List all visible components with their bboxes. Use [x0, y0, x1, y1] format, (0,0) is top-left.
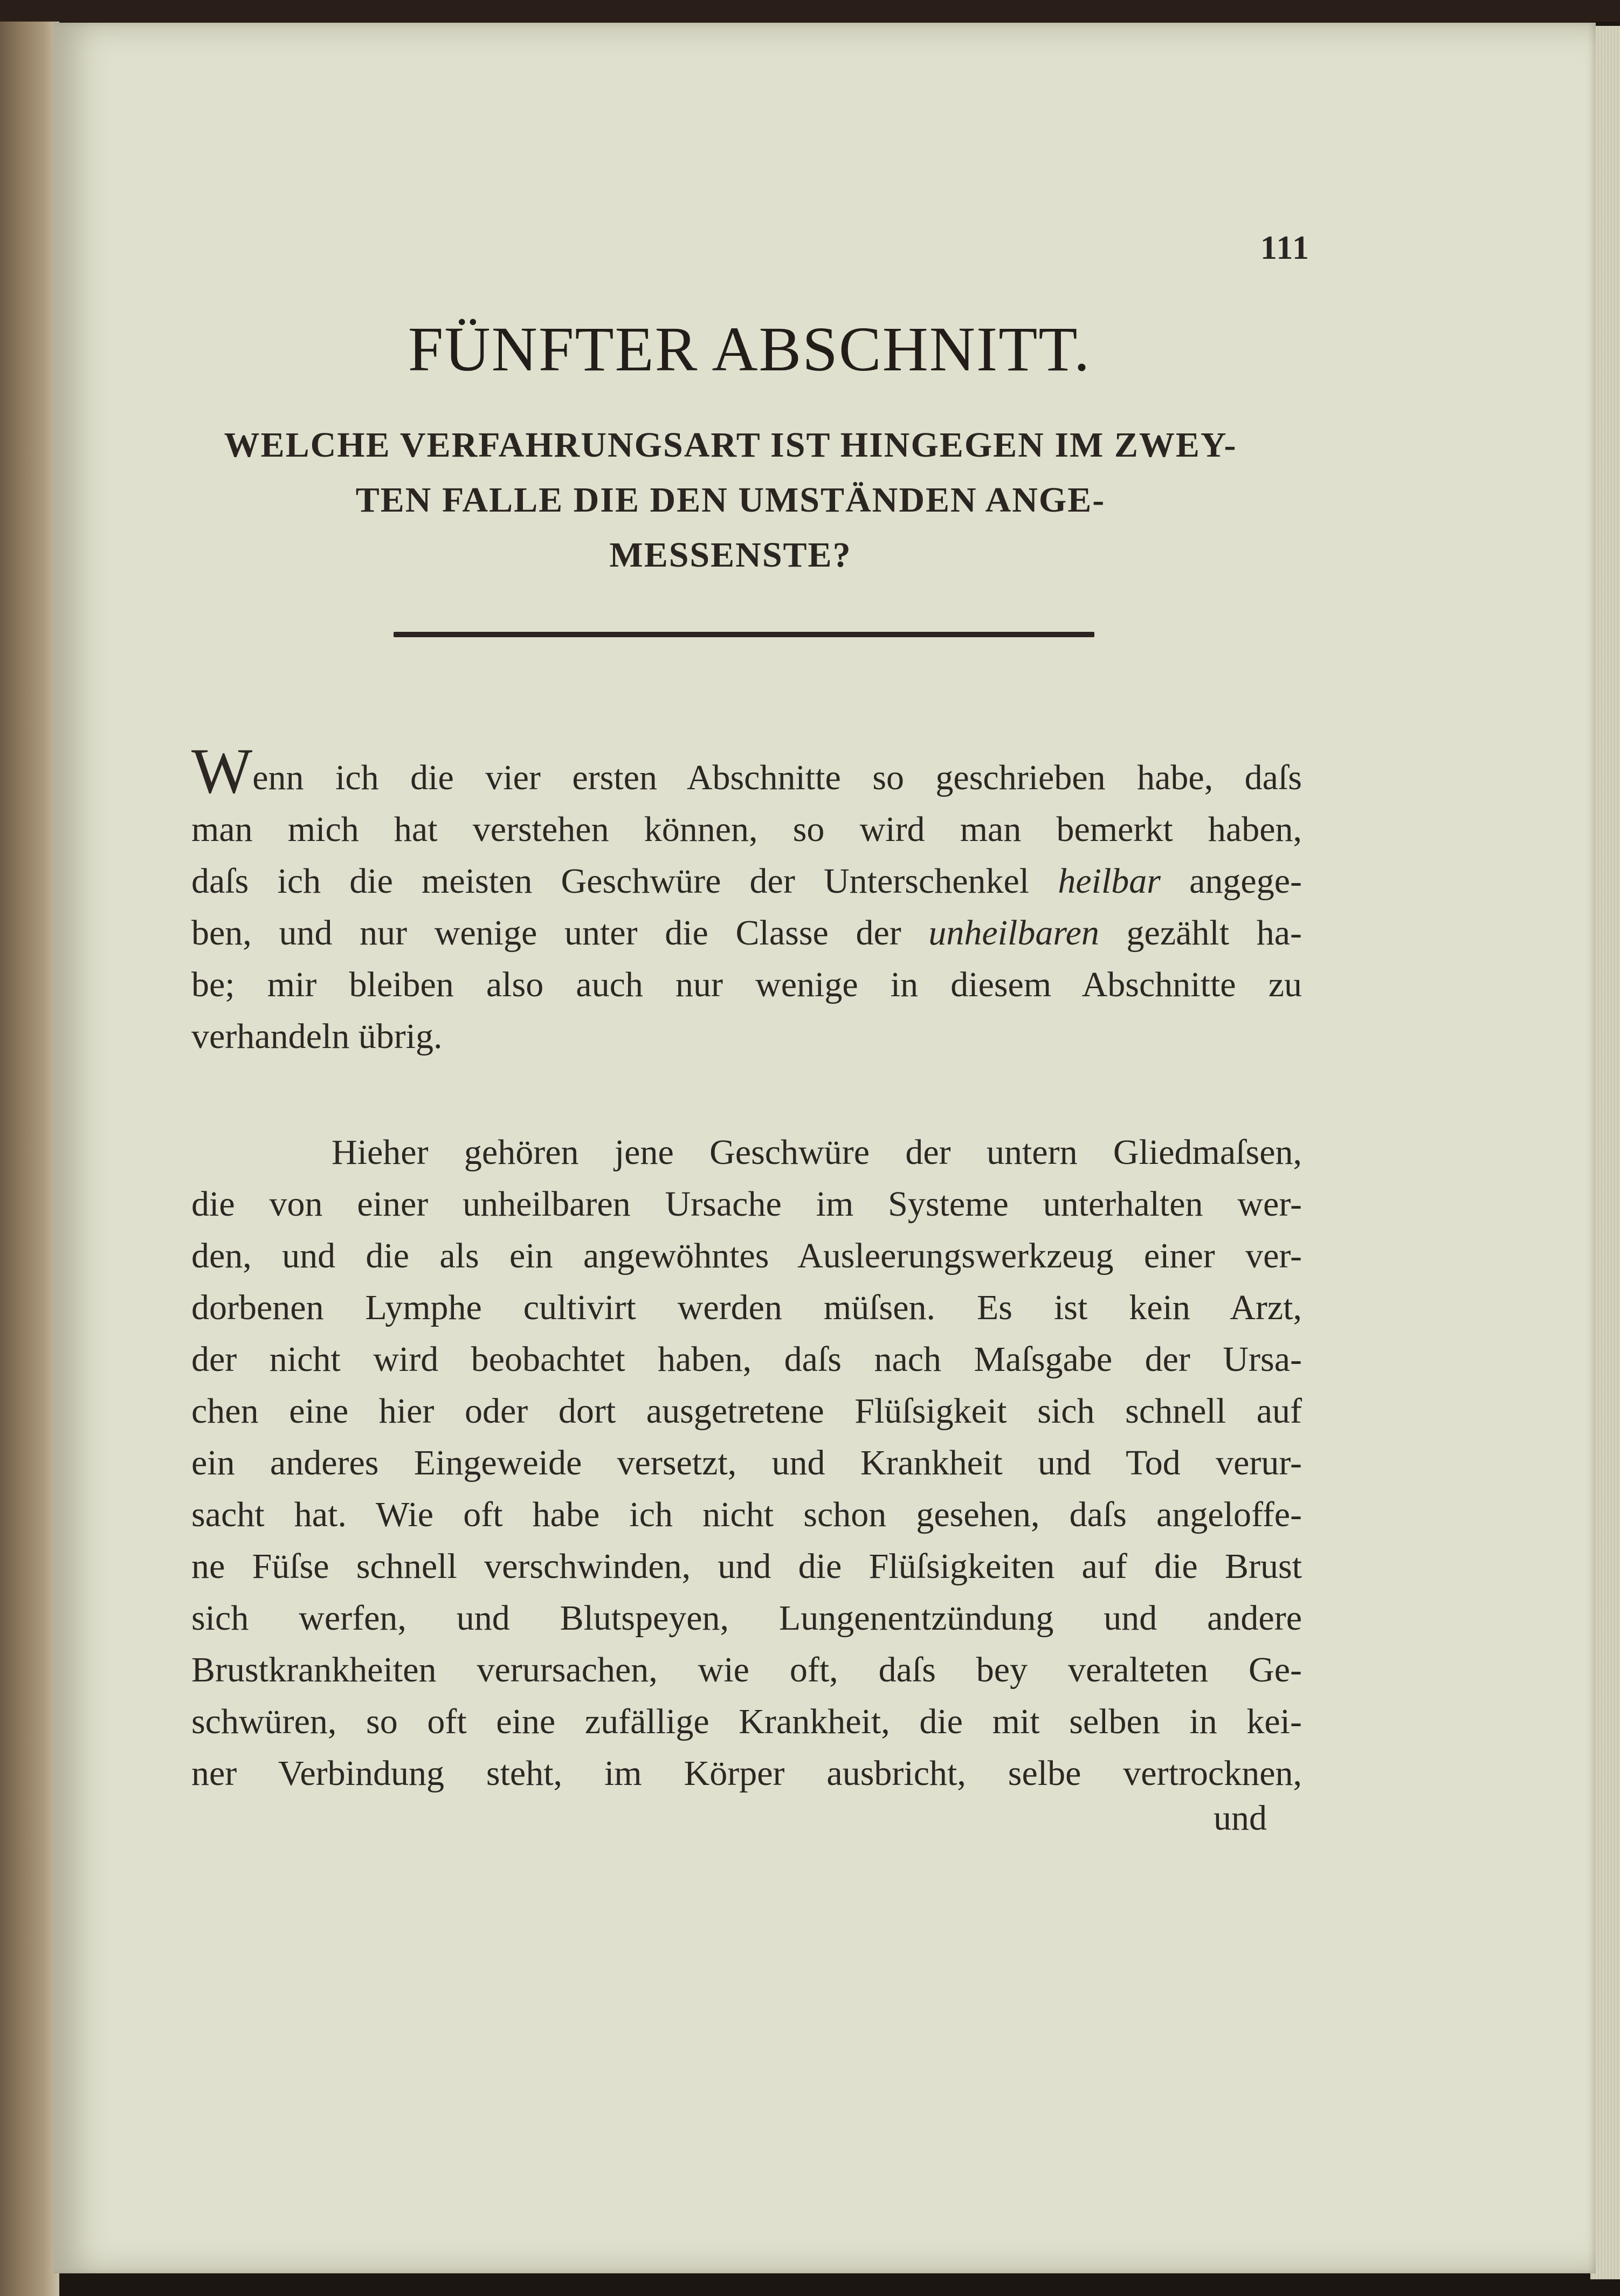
text-span: ben, und nur wenige unter die Classe der: [191, 913, 929, 953]
text-line: [191, 856, 1302, 907]
text-line: [191, 907, 1302, 959]
text-line: be; mir bleiben also auch nur wenige in diesem Abschnitte zu: [191, 965, 1302, 1004]
text-line: die von einer unheilbaren Ursache im Systeme unterhalten wer-: [191, 1184, 1302, 1224]
text-span: gezählt ha-: [1099, 913, 1302, 953]
catchword: und: [1214, 1798, 1267, 1838]
text-line: [191, 735, 1302, 806]
text-line: dorbenen Lymphe cultivirt werden müſsen. Es ist kein Arzt,: [191, 1288, 1302, 1327]
text-line: der nicht wird beobachtet haben, daſs nach Maſsgabe der Ursa-: [191, 1340, 1302, 1379]
subtitle-line: WELCHE VERFAHRUNGSART IST HINGEGEN IM ZWEY-: [224, 425, 1237, 465]
emphasis-heilbar: heilbar: [1058, 861, 1161, 901]
chapter-subtitle: [173, 418, 1288, 583]
title-divider-rule: [394, 632, 1094, 637]
text-line: verhandeln übrig.: [191, 1017, 443, 1056]
text-line: ne Füſse schnell verschwinden, und die Flüſsigkeiten auf die Brust: [191, 1547, 1302, 1586]
book-binding: [0, 22, 59, 2296]
text-line: schwüren, so oft eine zufällige Krankheit, die mit selben in kei-: [191, 1702, 1302, 1741]
text-line: ner Verbindung steht, im Körper ausbricht, selbe vertrocknen,: [191, 1754, 1302, 1793]
text-span: daſs ich die meisten Geschwüre der Unterschenkel: [191, 861, 1058, 901]
text-line: Brustkrankheiten verursachen, wie oft, daſs bey veralteten Ge-: [191, 1650, 1302, 1690]
text-line: chen eine hier oder dort ausgetretene Flüſsigkeit sich schnell auf: [191, 1391, 1302, 1431]
text-line: sich werfen, und Blutspeyen, Lungenentzündung und andere: [191, 1598, 1302, 1638]
book-top-edge: [0, 0, 1620, 22]
chapter-title: FÜNFTER ABSCHNITT.: [408, 314, 1091, 384]
subtitle-line: MESSENSTE?: [609, 535, 852, 575]
text-line: man mich hat verstehen können, so wird man bemerkt haben,: [191, 810, 1302, 849]
paragraph-1: [191, 735, 1302, 1063]
emphasis-unheilbaren: unheilbaren: [928, 913, 1099, 953]
subtitle-line: TEN FALLE DIE DEN UMSTÄNDEN ANGE-: [355, 480, 1106, 520]
page-number: 111: [1260, 230, 1310, 266]
text-span: angege-: [1160, 861, 1302, 901]
drop-cap: W: [191, 735, 253, 806]
paragraph-2: [191, 1127, 1302, 1799]
text-line: ein anderes Eingeweide versetzt, und Krankheit und Tod verur-: [191, 1443, 1302, 1483]
text-line: Hieher gehören jene Geschwüre der untern Gliedmaſsen,: [332, 1133, 1302, 1172]
text-span: enn ich die vier ersten Abschnitte so geschrieben habe, daſs: [252, 758, 1302, 797]
text-line: den, und die als ein angewöhntes Ausleerungswerkzeug einer ver-: [191, 1236, 1302, 1275]
text-line: sacht hat. Wie oft habe ich nicht schon gesehen, daſs angeloffe-: [191, 1495, 1302, 1534]
